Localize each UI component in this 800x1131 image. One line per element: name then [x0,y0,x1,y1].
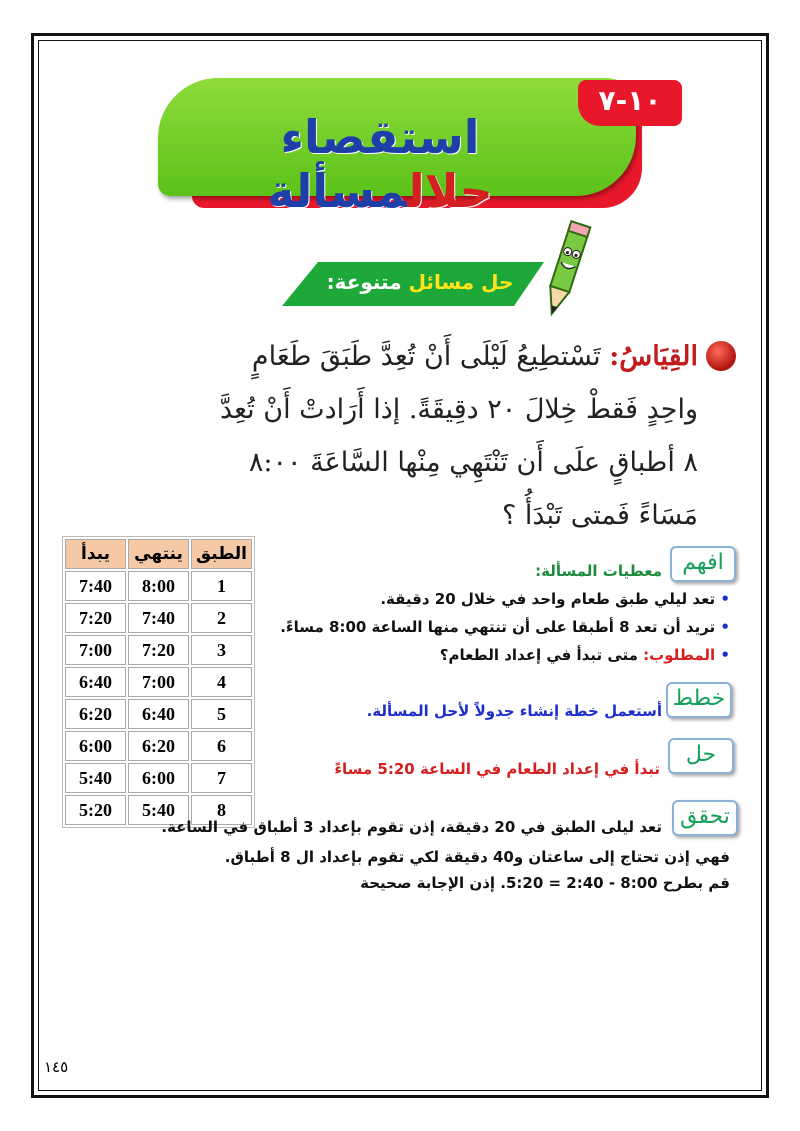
table-cell: 6:40 [65,667,126,697]
table-cell: 4 [191,667,252,697]
lesson-title: استقصاء حلالمسألة [267,110,493,218]
table-cell: 6:20 [128,731,189,761]
table-cell: 5:20 [65,795,126,825]
solve-step-label: حل [668,738,734,774]
table-cell: 2 [191,603,252,633]
problem-line-3: ٨ أطباقٍ علَى أَن تَنْتَهِي مِنْها السَّاعَةَ ٨:٠٠ [248,447,698,478]
problem-line-4: مَسَاءً فَمتى تَبْدَأُ ؟ [501,500,698,531]
table-cell: 6:00 [65,731,126,761]
table-row [65,571,252,601]
plan-step-label: خطط [666,682,732,718]
table-row [65,763,252,793]
table-row [65,699,252,729]
table-row [65,667,252,697]
pencil-icon [538,220,594,320]
problem-statement [170,330,698,542]
table-row [65,635,252,665]
table-cell: 7:20 [128,635,189,665]
sub-banner-title: حل مسائل متنوعة: [326,270,514,294]
table-cell: 3 [191,635,252,665]
table-cell: 7 [191,763,252,793]
table-cell: 7:00 [128,667,189,697]
table-cell: 7:40 [128,603,189,633]
understand-step-label: افهم [670,546,736,582]
problem-line-2: واحِدٍ فَقطْ خِلالَ ٢٠ دقِيقَةً. إذا أَرَادتْ أَنْ تُعِدَّ [219,394,698,425]
dishes-table [62,536,255,828]
table-cell: 6:00 [128,763,189,793]
plan-text: أستعمل خطة إنشاء جدولاً لأحل المسألة. [366,702,662,720]
required-line: • المطلوب: متى تبدأ في إعداد الطعام؟ [439,646,730,664]
table-cell: 7:00 [65,635,126,665]
table-row [65,731,252,761]
table-cell: 5:40 [65,763,126,793]
table-cell: 7:40 [65,571,126,601]
page-number: ١٤٥ [44,1058,69,1076]
check-line-1: تعد ليلى الطبق في 20 دقيقة، إذن تقوم بإعداد 3 أطباق في الساعة. [161,818,662,836]
check-step-label: تحقق [672,800,738,836]
column-header: ينتهي [128,539,189,569]
given-heading: معطيات المسألة: [535,562,662,580]
table-cell: 8 [191,795,252,825]
table-cell: 5:40 [128,795,189,825]
table-cell: 6 [191,731,252,761]
table-cell: 8:00 [128,571,189,601]
table-cell: 6:40 [128,699,189,729]
lesson-number: ١٠-٧ [598,84,662,117]
solve-text: تبدأ في إعداد الطعام في الساعة 5:20 مساءً [334,760,660,778]
problem-number-bullet [706,341,736,371]
given-bullet-1: • تعد ليلي طبق طعام واحد في خلال 20 دقيقة. [380,590,730,608]
table-cell: 1 [191,571,252,601]
check-line-2: فهي إذن تحتاج إلى ساعتان و40 دقيقة لكي تقوم بإعداد ال 8 أطباق. [224,848,730,866]
column-header: الطبق [191,539,252,569]
table-row [65,603,252,633]
table-cell: 7:20 [65,603,126,633]
table-cell: 5 [191,699,252,729]
column-header: يبدأ [65,539,126,569]
table-header-row [65,539,252,569]
given-bullet-2: • تريد أن تعد 8 أطبقا على أن تنتهي منها الساعة 8:00 مساءً. [280,618,730,636]
check-line-3: قم بطرح 8:00 - 2:40 = 5:20. إذن الإجابة صحيحة [360,874,730,892]
problem-line-1: القِيَاسُ: تَسْتطِيعُ لَيْلَى أَنْ تُعِدَّ طَبَقَ طَعَامٍ [251,341,698,372]
table-cell: 6:20 [65,699,126,729]
